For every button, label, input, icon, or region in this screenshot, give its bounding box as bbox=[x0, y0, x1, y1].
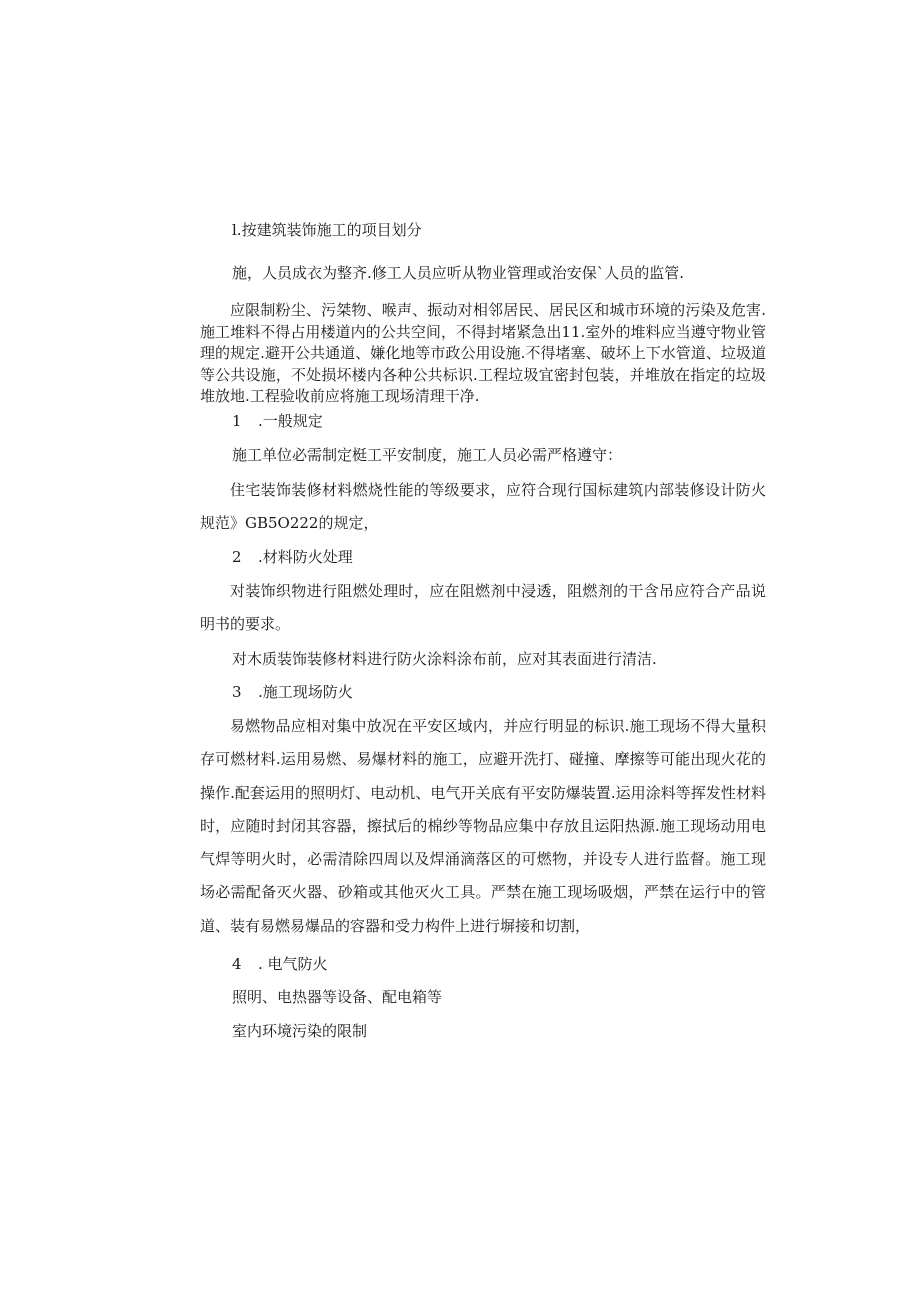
section-title: .施工现场防火 bbox=[258, 683, 353, 701]
section-3-heading bbox=[232, 682, 353, 702]
paragraph-fire-rating: 住宅装饰装修材料燃烧性能的等级要求，应符合现行国标建筑内部装修设计防火规范》GB5O222的规定， bbox=[200, 481, 766, 533]
section-1-heading bbox=[232, 411, 323, 431]
section-heading: l.按建筑装饰施工的项目划分 bbox=[232, 221, 422, 239]
paragraph-textile-treatment: 对装饰织物进行阻燃处理时，应在阻燃剂中浸透，阻燃剂的干含吊应符合产品说明书的要求。 bbox=[200, 582, 766, 634]
section-number: 3 bbox=[232, 683, 242, 701]
section-number: 1 bbox=[232, 412, 242, 430]
paragraph-wood-treatment: 对木质装饰装修材料进行防火涂料涂布前，应对其表面进行清洁. bbox=[232, 650, 657, 668]
section-title: . 电气防火 bbox=[258, 955, 328, 973]
section-4-heading bbox=[232, 954, 328, 974]
section-title: .一般规定 bbox=[258, 412, 323, 430]
paragraph-pollution-control: 应限制粉尘、污桀物、喉声、振动对相邻居民、居民区和城市环境的污染及危害.施工堆料不得占用楼道内的公共空间，不得封堵紧急出11.室外的堆料应当遵守物业管理的规定.避开公共通道、嫌化地等市政公用设施.不得堵塞、破坏上下水管道、垃圾道等公共设施，不处损坏楼内各种公共标识.工程垃圾宜密封包装，并堆放在指定的垃圾堆放地.工程验收前应将施工现场清理干净. bbox=[200, 301, 766, 405]
paragraph-staff-conduct: 施，人员成衣为整齐.修工人员应听从物业管理或治安保`人员的监管. bbox=[232, 264, 685, 282]
section-2-heading bbox=[232, 547, 353, 567]
section-number: 4 bbox=[232, 955, 242, 973]
paragraph-site-fire-prevention: 易燃物品应相对集中放况在平安区域内，并应行明显的标识.施工现场不得大量积存可燃材料.运用易燃、易爆材料的施工，应避开洗打、碰撞、摩擦等可能出现火花的操作.配套运用的照明灯、电动机、电气开关底有平安防爆装置.运用涂料等挥发性材料时，应随时封闭其容器，擦拭后的棉纱等物品应集中存放且运阳热源.施工现场动用电气焊等明火时，必需清除四周以及焊涌滴落区的可燃物，并设专人进行监督。施工现场必需配备灭火器、砂箱或其他灭火工具。严禁在施工现场吸烟，严禁在运行中的管道、装有易燃易爆品的容器和受力构件上进行塀接和切割， bbox=[200, 717, 766, 935]
section-number: 2 bbox=[232, 548, 242, 566]
paragraph-electrical-equipment: 照明、电热器等设备、配电箱等 bbox=[232, 988, 443, 1006]
paragraph-indoor-pollution: 室内环境污染的限制 bbox=[232, 1022, 368, 1040]
paragraph-safety-system: 施工单位必需制定梃工平安制度，施工人员必需严格遵守： bbox=[232, 446, 623, 464]
section-title: .材料防火处理 bbox=[258, 548, 353, 566]
